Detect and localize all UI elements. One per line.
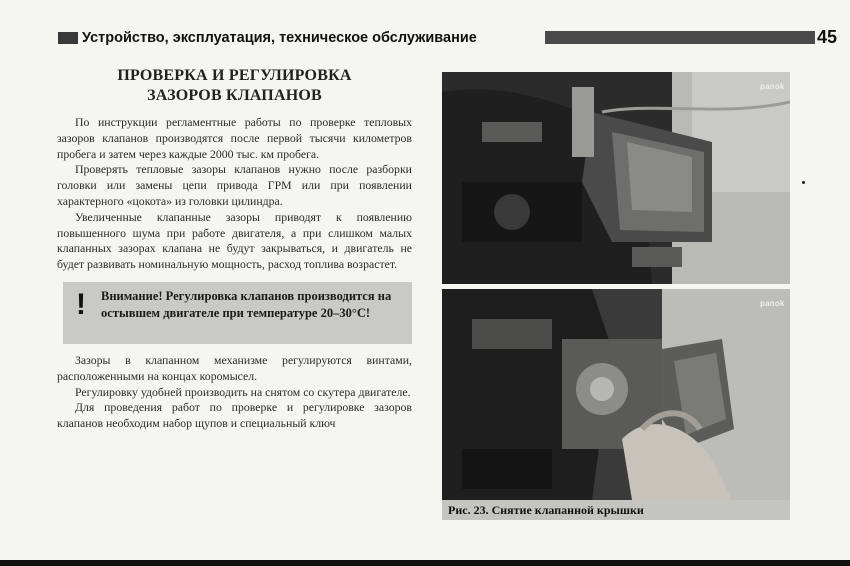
paragraph-2: Проверять тепловые зазоры клапанов нужно после разборки головки или замены цепи привода ГРМ или при появлении характерного «цокота» из головки цилиндра. [57, 162, 412, 208]
engine-photo-bottom [442, 289, 790, 500]
section-heading-line1: ПРОВЕРКА И РЕГУЛИРОВКА [117, 67, 352, 84]
engine-photo-top [442, 72, 790, 284]
section-heading-line2: ЗАЗОРОВ КЛАПАНОВ [147, 87, 322, 104]
engine-photo-bottom-image [442, 289, 790, 500]
header-rule-bar [545, 31, 815, 44]
paragraph-4: Зазоры в клапанном механизме регулируются винтами, расположенными на концах коромысел. [57, 352, 412, 383]
text-column [57, 66, 412, 432]
paragraph-6: Для проведения работ по проверке и регулировке зазоров клапанов необходим набор щупов и специальный ключ [57, 400, 412, 431]
exclamation-icon: ! [76, 287, 86, 321]
paragraph-5: Регулировку удобней производить на снятом со скутера двигателе. [75, 384, 411, 399]
paragraph-3: Увеличенные клапанные зазоры приводят к появлению повышенного шума при работе двигателя, а при слишком малых клапанных зазорах клапана не будут закрываться, и двигатель не будет развивать номинальную мощность, расход топлива возрастет. [57, 209, 412, 272]
header-block-marker [58, 32, 78, 44]
header-title: Устройство, эксплуатация, техническое обслуживание [82, 30, 477, 46]
scan-speck [802, 181, 805, 184]
section-heading [57, 66, 412, 106]
photo-logo-bottom: panok [760, 299, 785, 308]
warning-text: Внимание! Регулировка клапанов производится на остывшем двигателе при температуре 20–30°С! [101, 288, 392, 320]
running-header [52, 27, 838, 47]
engine-photo-top-image [442, 72, 790, 284]
photo-logo-top: panok [760, 82, 785, 91]
page-number: 45 [817, 27, 838, 47]
figure-caption: Рис. 23. Снятие клапанной крышки [442, 500, 790, 520]
scan-bottom-edge [0, 560, 850, 566]
warning-box [63, 282, 412, 344]
paragraph-1: По инструкции регламентные работы по проверке тепловых зазоров клапанов производятся после первой тысячи километров пробега и затем через каждые 2000 тыс. км пробега. [57, 115, 412, 161]
